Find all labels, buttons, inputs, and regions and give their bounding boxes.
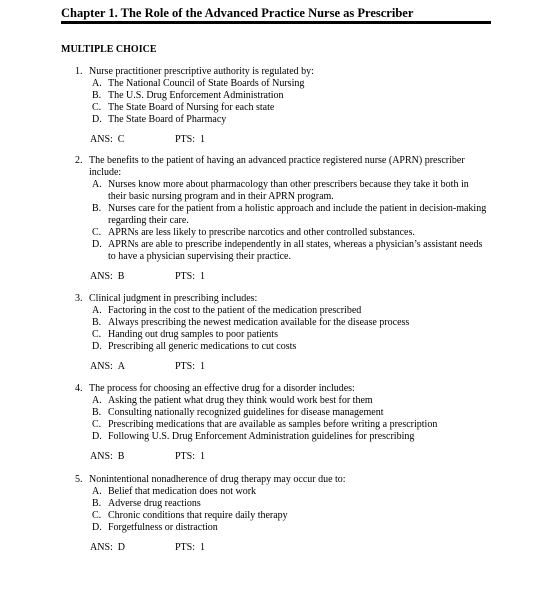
question-number: 1. bbox=[75, 66, 83, 77]
option-text: Always prescribing the newest medication available for the disease process bbox=[108, 317, 410, 328]
question-stem: Nonintentional nonadherence of drug therapy may occur due to: bbox=[89, 474, 346, 485]
option-text: Factoring in the cost to the patient of the medication prescribed bbox=[108, 305, 362, 316]
ans-value: C bbox=[117, 134, 125, 145]
option-letter: C. bbox=[92, 510, 102, 521]
question-number: 4. bbox=[75, 383, 83, 394]
option-text: APRNs are able to prescribe independently in all states, whereas a physician’s assistant needs to have a physician supervising their practice. bbox=[108, 239, 483, 262]
answer-key bbox=[90, 542, 125, 554]
option-letter: D. bbox=[92, 239, 102, 250]
option-letter: D. bbox=[92, 522, 102, 533]
option-text: Consulting nationally recognized guidelines for disease management bbox=[108, 407, 384, 418]
option-text: The State Board of Nursing for each state bbox=[108, 102, 275, 113]
ans-value: A bbox=[117, 361, 126, 372]
option-text: The State Board of Pharmacy bbox=[108, 114, 227, 125]
option-letter: D. bbox=[92, 431, 102, 442]
points bbox=[175, 134, 205, 146]
option-letter: C. bbox=[92, 102, 102, 113]
points bbox=[175, 542, 205, 554]
option-text: Prescribing medications that are available as samples before writing a prescription bbox=[108, 419, 438, 430]
question-number: 3. bbox=[75, 293, 83, 304]
pts-value: 1 bbox=[200, 361, 206, 372]
pts-value: 1 bbox=[200, 271, 206, 282]
answer-key bbox=[90, 134, 124, 146]
option-letter: B. bbox=[92, 407, 102, 418]
option-letter: B. bbox=[92, 317, 102, 328]
section-heading: MULTIPLE CHOICE bbox=[61, 44, 157, 55]
answer-key bbox=[90, 451, 124, 463]
question-stem: The benefits to the patient of having an advanced practice registered nurse (APRN) prescriber include: bbox=[89, 155, 465, 178]
points bbox=[175, 361, 205, 373]
option-text: Adverse drug reactions bbox=[108, 498, 201, 509]
answer-key bbox=[90, 361, 125, 373]
pts-label: PTS: bbox=[175, 271, 196, 282]
question-number: 2. bbox=[75, 155, 83, 166]
answer-key bbox=[90, 271, 124, 283]
option-text: Asking the patient what drug they think would work best for them bbox=[108, 395, 373, 406]
option-letter: B. bbox=[92, 498, 102, 509]
question-number: 5. bbox=[75, 474, 83, 485]
option-letter: B. bbox=[92, 203, 102, 214]
pts-label: PTS: bbox=[175, 542, 196, 553]
option-letter: C. bbox=[92, 419, 102, 430]
option-letter: D. bbox=[92, 114, 102, 125]
ans-label: ANS: bbox=[90, 271, 113, 282]
question-stem: Nurse practitioner prescriptive authority is regulated by: bbox=[89, 66, 314, 77]
ans-label: ANS: bbox=[90, 451, 113, 462]
pts-value: 1 bbox=[200, 451, 206, 462]
option-letter: A. bbox=[92, 179, 102, 190]
points bbox=[175, 271, 205, 283]
option-letter: A. bbox=[92, 395, 102, 406]
ans-label: ANS: bbox=[90, 134, 113, 145]
question-stem: The process for choosing an effective drug for a disorder includes: bbox=[89, 383, 355, 394]
option-letter: B. bbox=[92, 90, 102, 101]
pts-label: PTS: bbox=[175, 451, 196, 462]
pts-label: PTS: bbox=[175, 361, 196, 372]
option-text: Nurses know more about pharmacology than other prescribers because they take it both in their basic nursing program and in their APRN program. bbox=[108, 179, 469, 202]
pts-label: PTS: bbox=[175, 134, 196, 145]
option-letter: C. bbox=[92, 227, 102, 238]
ans-label: ANS: bbox=[90, 361, 113, 372]
option-text: The National Council of State Boards of Nursing bbox=[108, 78, 305, 89]
option-text: Belief that medication does not work bbox=[108, 486, 257, 497]
ans-value: B bbox=[117, 451, 125, 462]
ans-value: D bbox=[117, 542, 126, 553]
chapter-title: Chapter 1. The Role of the Advanced Practice Nurse as Prescriber bbox=[61, 6, 414, 20]
option-letter: C. bbox=[92, 329, 102, 340]
title-rule bbox=[61, 21, 491, 24]
option-text: Chronic conditions that require daily therapy bbox=[108, 510, 288, 521]
pts-value: 1 bbox=[200, 134, 206, 145]
option-letter: A. bbox=[92, 305, 102, 316]
option-text: APRNs are less likely to prescribe narcotics and other controlled substances. bbox=[108, 227, 415, 238]
option-letter: D. bbox=[92, 341, 102, 352]
ans-label: ANS: bbox=[90, 542, 113, 553]
option-letter: A. bbox=[92, 486, 102, 497]
question-stem: Clinical judgment in prescribing includes: bbox=[89, 293, 258, 304]
option-text: Nurses care for the patient from a holistic approach and include the patient in decision-making regarding their care. bbox=[108, 203, 487, 226]
option-text: Handing out drug samples to poor patients bbox=[108, 329, 278, 340]
option-letter: A. bbox=[92, 78, 102, 89]
option-text: The U.S. Drug Enforcement Administration bbox=[108, 90, 284, 101]
option-text: Following U.S. Drug Enforcement Administration guidelines for prescribing bbox=[108, 431, 415, 442]
option-text: Forgetfulness or distraction bbox=[108, 522, 218, 533]
ans-value: B bbox=[117, 271, 125, 282]
option-text: Prescribing all generic medications to cut costs bbox=[108, 341, 297, 352]
points bbox=[175, 451, 205, 463]
pts-value: 1 bbox=[200, 542, 206, 553]
